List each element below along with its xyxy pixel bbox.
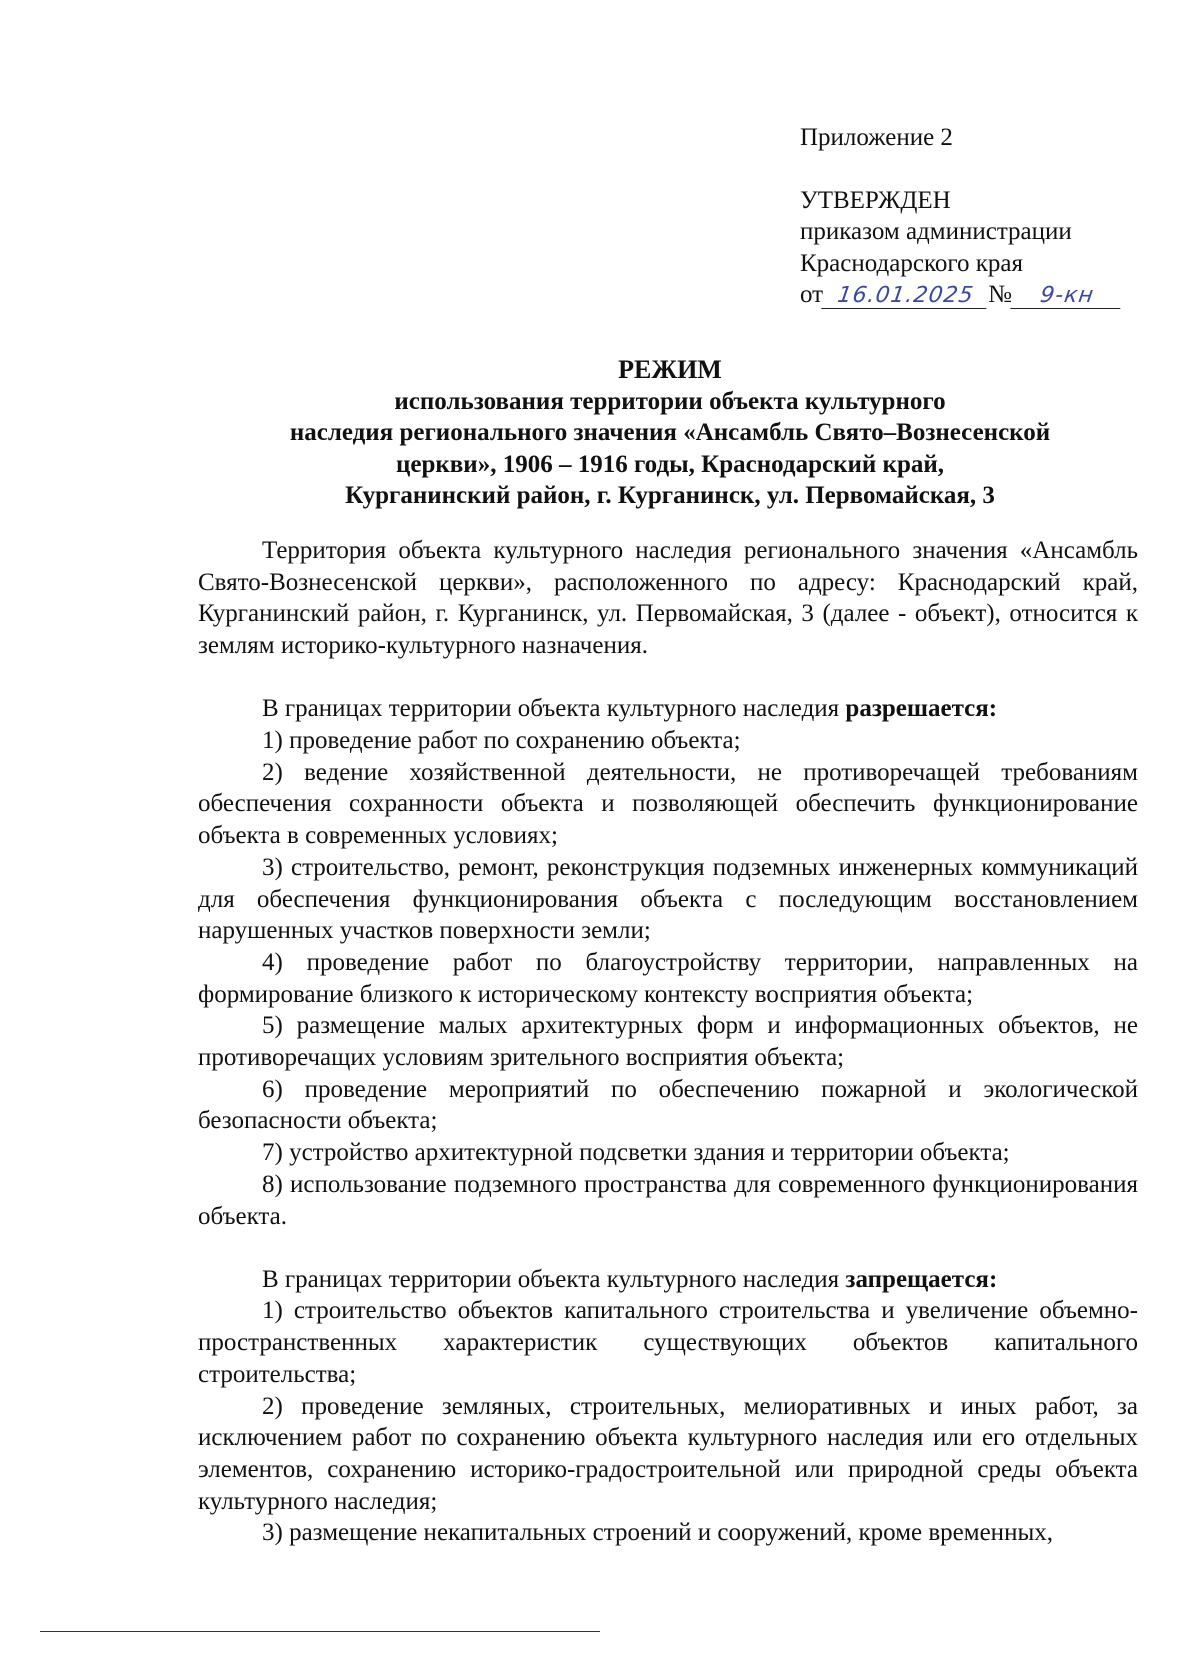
- number-prefix: №: [988, 281, 1012, 308]
- order-line-1: приказом администрации: [800, 218, 1072, 245]
- allowed-lead: В границах территории объекта культурного наследия: [262, 695, 840, 723]
- footer-divider: [40, 1631, 600, 1632]
- forbidden-item: 1) строительство объектов капитального строительства и увеличение объемно-пространственных характеристик существующих объектов капитального строительства;: [198, 1297, 1138, 1388]
- approved-label: УТВЕРЖДЕН: [800, 186, 951, 214]
- date-prefix: от: [800, 281, 824, 308]
- allowed-item: 1) проведение работ по сохранению объекта;: [262, 727, 741, 755]
- title-line-4: Курганинский район, г. Курганинск, ул. Первомайская, 3: [345, 482, 995, 509]
- forbidden-item: 3) размещение некапитальных строений и сооружений, кроме временных,: [262, 1519, 1053, 1547]
- order-line-2: Краснодарского края: [800, 249, 1023, 277]
- allowed-keyword: разрешается:: [845, 695, 998, 723]
- forbidden-lead: В границах территории объекта культурного наследия: [262, 1265, 840, 1293]
- forbidden-heading: [198, 1264, 1138, 1296]
- allowed-item: 6) проведение мероприятий по обеспечению пожарной и экологической безопасности объекта;: [198, 1075, 1138, 1135]
- allowed-item: 5) размещение малых архитектурных форм и информационных объектов, не противоречащих условиям зрительного восприятия объекта;: [198, 1012, 1138, 1072]
- title-line-3: церкви», 1906 – 1916 годы, Краснодарский край,: [395, 450, 945, 478]
- appendix-label: Приложение 2: [800, 124, 953, 151]
- title-line-2: наследия регионального значения «Ансамбль Свято–Вознесенской: [289, 419, 1051, 446]
- handwritten-number: 9-кн: [1010, 284, 1124, 309]
- forbidden-item: 2) проведение земляных, строительных, мелиоративных и иных работ, за исключением работ по сохранению объекта культурного наследия или его отдельных элементов, сохранению историко-градостроительной или природной среды объекта культурного наследия;: [198, 1392, 1138, 1515]
- order-date-number-line: [800, 279, 1140, 311]
- title-line-1: использования территории объекта культурного: [394, 387, 946, 415]
- allowed-item: 4) проведение работ по благоустройству территории, направленных на формирование близкого к историческому контексту восприятия объекта;: [198, 948, 1138, 1008]
- allowed-item: 8) использование подземного пространства для современного функционирования объекта.: [198, 1170, 1138, 1230]
- allowed-item: 2) ведение хозяйственной деятельности, не противоречащей требованиям обеспечения сохранности объекта и позволяющей обеспечить функционирование объекта в современных условиях;: [198, 758, 1138, 850]
- approval-block: [800, 122, 1140, 311]
- handwritten-date: 16.01.2025: [821, 284, 990, 309]
- intro-paragraph: Территория объекта культурного наследия регионального значения «Ансамбль Свято-Вознесенской церкви», расположенного по адресу: Краснодарский край, Курганинский район, г. Курганинск, ул. Первомайская, 3 (далее - объект), относится к землям историко-культурного назначения.: [198, 537, 1138, 660]
- forbidden-keyword: запрещается:: [845, 1265, 998, 1293]
- allowed-heading: [198, 693, 1138, 725]
- document-body: [198, 535, 1138, 1549]
- title-main: РЕЖИМ: [618, 355, 722, 384]
- allowed-item: 7) устройство архитектурной подсветки здания и территории объекта;: [262, 1139, 1010, 1167]
- document-title: [160, 354, 1180, 512]
- allowed-item: 3) строительство, ремонт, реконструкция подземных инженерных коммуникаций для обеспечения функционирования объекта с последующим восстановлением нарушенных участков поверхности земли;: [198, 853, 1138, 945]
